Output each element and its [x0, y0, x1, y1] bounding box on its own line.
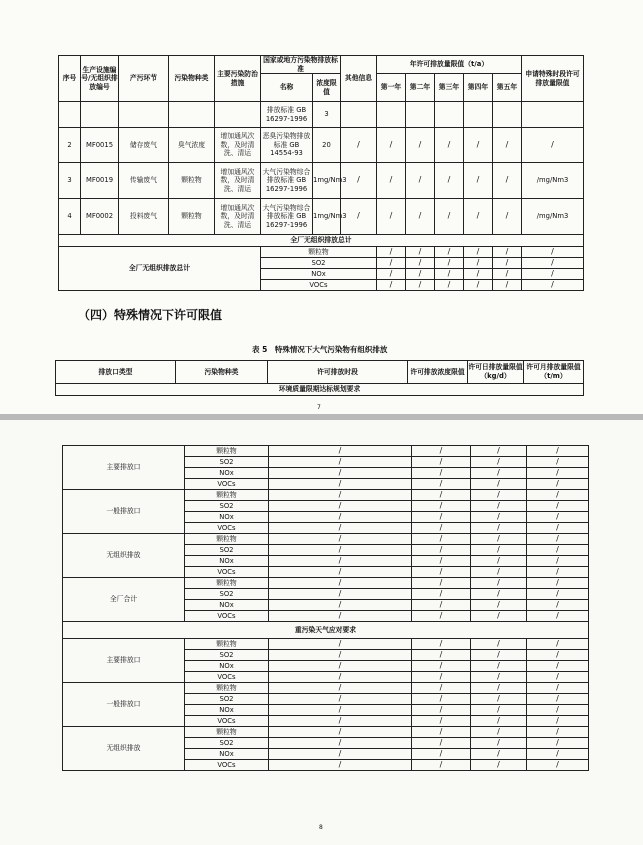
- limit-cell: /: [269, 716, 412, 727]
- pollutant-cell: SO2: [185, 545, 269, 556]
- limit-cell: /: [527, 468, 589, 479]
- limit-cell: /: [471, 650, 527, 661]
- pollutant-cell: VOCs: [185, 760, 269, 771]
- col-year3: 第三年: [435, 74, 464, 102]
- limit-cell: /: [527, 490, 589, 501]
- pollutant-cell: NOx: [185, 600, 269, 611]
- limit-cell: /: [471, 457, 527, 468]
- limit-cell: /: [412, 457, 471, 468]
- pollutant-cell: NOx: [185, 661, 269, 672]
- limit-cell: /: [471, 545, 527, 556]
- limit-cell: /: [471, 600, 527, 611]
- limit-cell: /: [412, 639, 471, 650]
- limit-cell: /: [471, 578, 527, 589]
- pollutant-cell: NOx: [185, 749, 269, 760]
- limit-cell: /: [527, 760, 589, 771]
- limit-cell: /: [412, 661, 471, 672]
- limit-cell: /: [269, 749, 412, 760]
- limit-cell: /: [471, 738, 527, 749]
- outlet-type-label: 主要排放口: [63, 446, 185, 490]
- table-row: [63, 578, 589, 589]
- limit-cell: /: [412, 567, 471, 578]
- pollutant-cell: VOCs: [185, 567, 269, 578]
- col-pollutant: 污染物种类: [176, 361, 268, 384]
- col-control: 主要污染防治措施: [215, 56, 261, 102]
- limit-cell: /: [471, 694, 527, 705]
- limit-cell: /: [412, 738, 471, 749]
- pollutant-cell: NOx: [185, 468, 269, 479]
- limit-cell: /: [412, 727, 471, 738]
- limit-cell: /: [269, 556, 412, 567]
- limit-cell: /: [527, 479, 589, 490]
- limit-cell: /: [412, 760, 471, 771]
- limit-cell: /: [471, 589, 527, 600]
- limit-cell: /: [471, 672, 527, 683]
- col-outlet-type: 排放口类型: [56, 361, 176, 384]
- page-number: 7: [317, 404, 321, 411]
- limit-cell: /: [269, 694, 412, 705]
- limit-cell: /: [412, 611, 471, 622]
- limit-cell: /: [527, 683, 589, 694]
- limit-cell: /: [527, 556, 589, 567]
- total-heading: 全厂无组织排放总计: [59, 235, 584, 247]
- pollutant-cell: 颗粒物: [185, 578, 269, 589]
- pollutant-cell: SO2: [185, 501, 269, 512]
- limit-cell: /: [527, 672, 589, 683]
- limit-cell: /: [269, 672, 412, 683]
- limit-cell: /: [412, 545, 471, 556]
- limit-cell: /: [471, 556, 527, 567]
- limit-cell: /: [471, 523, 527, 534]
- pollutant-cell: 颗粒物: [185, 639, 269, 650]
- limit-cell: /: [412, 468, 471, 479]
- limit-cell: /: [471, 501, 527, 512]
- col-special: 申请特殊时段许可排放量限值: [522, 56, 584, 102]
- limit-cell: /: [412, 716, 471, 727]
- limit-cell: /: [527, 545, 589, 556]
- limit-cell: /: [412, 490, 471, 501]
- limit-cell: /: [412, 556, 471, 567]
- limit-cell: /: [269, 650, 412, 661]
- col-facility-code: 生产设施编号/无组织排放编号: [81, 56, 119, 102]
- pollutant-cell: VOCs: [185, 672, 269, 683]
- col-process: 产污环节: [119, 56, 169, 102]
- limit-cell: /: [471, 512, 527, 523]
- table-row: [59, 102, 584, 128]
- limit-cell: /: [471, 716, 527, 727]
- table-row: [63, 534, 589, 545]
- pollutant-cell: VOCs: [185, 611, 269, 622]
- limit-cell: /: [527, 512, 589, 523]
- limit-cell: /: [527, 600, 589, 611]
- limit-cell: 3: [313, 102, 341, 128]
- limit-cell: /: [527, 716, 589, 727]
- page-number: 8: [319, 824, 323, 831]
- table-row: 4 MF0002 投料废气 颗粒物 增加通风次数，及时清洗、清运 大气污染物综合排放标准 GB 16297-1996 1mg/Nm3 / / / / / / /mg/Nm3: [59, 199, 584, 235]
- limit-cell: /: [527, 578, 589, 589]
- pollutant-cell: SO2: [185, 694, 269, 705]
- col-concentration-limit: 浓度限值: [313, 74, 341, 102]
- document-page-7: [0, 0, 643, 414]
- pollutant-cell: 颗粒物: [185, 490, 269, 501]
- limit-cell: /: [471, 479, 527, 490]
- limit-cell: /: [412, 589, 471, 600]
- limit-cell: /: [269, 501, 412, 512]
- limit-cell: /: [527, 661, 589, 672]
- col-concentration: 许可排放浓度限值: [408, 361, 468, 384]
- table-row: [63, 683, 589, 694]
- limit-cell: /: [527, 611, 589, 622]
- limit-cell: /: [269, 534, 412, 545]
- limit-cell: /: [412, 512, 471, 523]
- limit-cell: /: [412, 523, 471, 534]
- table-caption: 表 5 特殊情况下大气污染物有组织排放: [252, 345, 388, 354]
- col-year4: 第四年: [464, 74, 493, 102]
- limit-cell: /: [471, 727, 527, 738]
- limit-cell: /: [412, 534, 471, 545]
- pollutant-cell: 颗粒物: [185, 683, 269, 694]
- limit-cell: /: [269, 683, 412, 694]
- limit-cell: /: [269, 512, 412, 523]
- table-row: [63, 727, 589, 738]
- limit-cell: /: [527, 457, 589, 468]
- pollutant-cell: NOx: [185, 556, 269, 567]
- table-row: [63, 490, 589, 501]
- limit-cell: /: [471, 683, 527, 694]
- limit-cell: /: [471, 760, 527, 771]
- outlet-type-label: 主要排放口: [63, 639, 185, 683]
- limit-cell: /: [471, 468, 527, 479]
- pollutant-cell: SO2: [185, 738, 269, 749]
- total-label: 全厂无组织排放总计: [59, 247, 261, 291]
- special-case-table-continued: [62, 445, 589, 771]
- outlet-type-label: 一般排放口: [63, 490, 185, 534]
- limit-cell: /: [527, 523, 589, 534]
- limit-cell: /: [269, 727, 412, 738]
- special-case-table: [55, 360, 584, 396]
- limit-cell: /: [269, 705, 412, 716]
- limit-cell: /: [471, 749, 527, 760]
- limit-cell: /: [269, 661, 412, 672]
- limit-cell: /: [527, 567, 589, 578]
- limit-cell: /: [412, 446, 471, 457]
- table-row: 2 MF0015 储存废气 臭气浓度 增加通风次数，及时清洗、清运 恶臭污染物排放标准 GB 14554-93 20 / / / / / / /: [59, 128, 584, 163]
- pollutant-cell: VOCs: [185, 716, 269, 727]
- outlet-type-label: 无组织排放: [63, 534, 185, 578]
- limit-cell: /: [269, 523, 412, 534]
- limit-cell: /: [412, 705, 471, 716]
- limit-cell: /: [412, 694, 471, 705]
- limit-cell: /: [269, 446, 412, 457]
- limit-cell: /: [269, 760, 412, 771]
- table-row: [63, 639, 589, 650]
- limit-cell: /: [269, 611, 412, 622]
- limit-cell: /: [269, 639, 412, 650]
- limit-cell: /: [471, 490, 527, 501]
- limit-cell: /: [471, 661, 527, 672]
- limit-cell: /: [527, 738, 589, 749]
- pollutant-cell: SO2: [185, 650, 269, 661]
- col-year2: 第二年: [406, 74, 435, 102]
- limit-cell: /: [412, 578, 471, 589]
- outlet-type-label: 全厂合计: [63, 578, 185, 622]
- pollutant-cell: 颗粒物: [185, 446, 269, 457]
- limit-cell: /: [412, 683, 471, 694]
- limit-cell: /: [527, 705, 589, 716]
- total-row: VOCs / / / / / /: [59, 280, 584, 291]
- pollutant-cell: 颗粒物: [185, 534, 269, 545]
- limit-cell: /: [269, 468, 412, 479]
- limit-cell: /: [269, 567, 412, 578]
- limit-cell: /: [527, 534, 589, 545]
- outlet-type-label: 无组织排放: [63, 727, 185, 771]
- limit-cell: /: [269, 479, 412, 490]
- standard-name-cell: 排放标准 GB 16297-1996: [261, 102, 313, 128]
- col-pollutant: 污染物种类: [169, 56, 215, 102]
- limit-cell: /: [527, 727, 589, 738]
- limit-cell: /: [527, 694, 589, 705]
- col-year5: 第五年: [493, 74, 522, 102]
- limit-cell: /: [471, 705, 527, 716]
- pollutant-cell: NOx: [185, 512, 269, 523]
- col-year1: 第一年: [377, 74, 406, 102]
- pollutant-cell: 颗粒物: [185, 727, 269, 738]
- col-standard-name: 名称: [261, 74, 313, 102]
- limit-cell: /: [527, 650, 589, 661]
- limit-cell: /: [471, 611, 527, 622]
- limit-cell: /: [269, 457, 412, 468]
- limit-cell: /: [269, 600, 412, 611]
- outlet-type-label: 一般排放口: [63, 683, 185, 727]
- limit-cell: /: [269, 490, 412, 501]
- limit-cell: /: [412, 650, 471, 661]
- limit-cell: /: [527, 639, 589, 650]
- emission-limit-table: [58, 55, 584, 291]
- heavy-pollution-heading: 重污染天气应对要求: [63, 622, 589, 639]
- limit-cell: /: [269, 589, 412, 600]
- section-title: （四）特殊情况下许可限值: [78, 308, 223, 322]
- limit-cell: /: [412, 749, 471, 760]
- pollutant-cell: SO2: [185, 457, 269, 468]
- limit-cell: /: [527, 501, 589, 512]
- limit-cell: /: [412, 600, 471, 611]
- pollutant-cell: VOCs: [185, 479, 269, 490]
- col-standard-group: 国家或地方污染物排放标准: [261, 56, 341, 74]
- table-row: 3 MF0019 传输废气 颗粒物 增加通风次数，及时清洗、清运 大气污染物综合排放标准 GB 16297-1996 1mg/Nm3 / / / / / / /mg/Nm3: [59, 163, 584, 199]
- limit-cell: /: [527, 446, 589, 457]
- limit-cell: /: [471, 446, 527, 457]
- col-seq: 序号: [59, 56, 81, 102]
- total-row: SO2 / / / / / /: [59, 258, 584, 269]
- col-period: 许可排放时段: [268, 361, 408, 384]
- col-other-info: 其他信息: [341, 56, 377, 102]
- limit-cell: /: [527, 589, 589, 600]
- table-row: [63, 446, 589, 457]
- limit-cell: /: [471, 567, 527, 578]
- pollutant-cell: NOx: [185, 705, 269, 716]
- limit-cell: /: [412, 672, 471, 683]
- col-annual-group: 年许可排放量限值（t/a）: [377, 56, 522, 74]
- col-monthly: 许可月排放量限值（t/m）: [524, 361, 584, 384]
- limit-cell: /: [269, 578, 412, 589]
- limit-cell: /: [269, 545, 412, 556]
- env-heading: 环境质量限期达标规划要求: [56, 384, 584, 396]
- pollutant-cell: SO2: [185, 589, 269, 600]
- document-page-8: [0, 420, 643, 845]
- limit-cell: /: [412, 479, 471, 490]
- pollutant-cell: VOCs: [185, 523, 269, 534]
- limit-cell: /: [527, 749, 589, 760]
- limit-cell: /: [269, 738, 412, 749]
- total-row: 全厂无组织排放总计 颗粒物 / / / / / /: [59, 247, 584, 258]
- total-row: NOx / / / / / /: [59, 269, 584, 280]
- limit-cell: /: [471, 534, 527, 545]
- limit-cell: /: [471, 639, 527, 650]
- col-daily: 许可日排放量限值（kg/d）: [468, 361, 524, 384]
- limit-cell: /: [412, 501, 471, 512]
